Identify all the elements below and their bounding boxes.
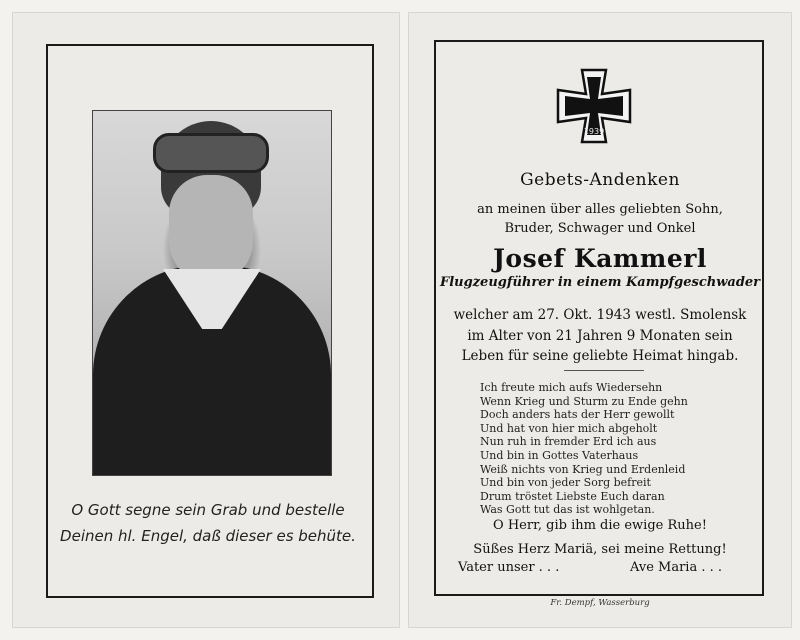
portrait-goggles xyxy=(153,133,269,173)
closing-line-1: O Herr, gib ihm die ewige Ruhe! xyxy=(493,518,707,533)
intro-line-2: Bruder, Schwager und Onkel xyxy=(504,221,696,236)
card-title: Gebets-Andenken xyxy=(520,170,680,190)
detail-line-2: im Alter von 21 Jahren 9 Monaten sein xyxy=(467,327,733,344)
right-card xyxy=(408,12,792,628)
deceased-name: Josef Kammerl xyxy=(493,244,707,273)
closing-prayers xyxy=(408,514,792,562)
divider-line xyxy=(564,370,644,371)
vater-unser: Vater unser . . . xyxy=(458,560,560,575)
intro-text xyxy=(408,200,792,238)
poem-line: Was Gott tut das ist wohlgetan. xyxy=(480,503,655,517)
detail-line-1: welcher am 27. Okt. 1943 westl. Smolensk xyxy=(453,307,747,323)
portrait-photo xyxy=(92,110,332,476)
poem-line: Doch anders hats der Herr gewollt xyxy=(480,408,675,422)
poem-line: Weiß nichts von Krieg und Erdenleid xyxy=(480,462,686,476)
poem-line: Und bin in Gottes Vaterhaus xyxy=(480,448,639,462)
deceased-rank: Flugzeugführer in einem Kampfgeschwader xyxy=(439,275,761,290)
portrait-face xyxy=(169,175,253,283)
ave-maria: Ave Maria . . . xyxy=(630,560,723,575)
poem-line: Drum tröstet Liebste Euch daran xyxy=(480,489,665,503)
blessing-text xyxy=(48,497,368,549)
death-details xyxy=(408,305,792,367)
memorial-poem xyxy=(480,381,720,517)
blessing-line-1: O Gott segne sein Grab und bestelle xyxy=(71,501,345,519)
detail-line-3: Leben für seine geliebte Heimat hingab. xyxy=(461,348,739,364)
poem-line: Ich freute mich aufs Wiedersehn xyxy=(480,381,663,394)
iron-cross-icon xyxy=(556,68,632,144)
blessing-line-2: Deinen hl. Engel, daß dieser es behüte. xyxy=(60,527,356,545)
poem-line: Wenn Krieg und Sturm zu Ende gehn xyxy=(480,394,688,408)
poem-line: Und hat von hier mich abgeholt xyxy=(480,421,658,435)
intro-line-1: an meinen über alles geliebten Sohn, xyxy=(477,202,723,217)
printer-credit: Fr. Dempf, Wasserburg xyxy=(550,598,650,608)
poem-line: Nun ruh in fremder Erd ich aus xyxy=(480,435,657,449)
poem-line: Und bin von jeder Sorg befreit xyxy=(480,476,651,490)
left-card xyxy=(12,12,400,628)
cross-year: 1939 xyxy=(583,127,605,136)
closing-line-2: Süßes Herz Mariä, sei meine Rettung! xyxy=(473,542,727,557)
